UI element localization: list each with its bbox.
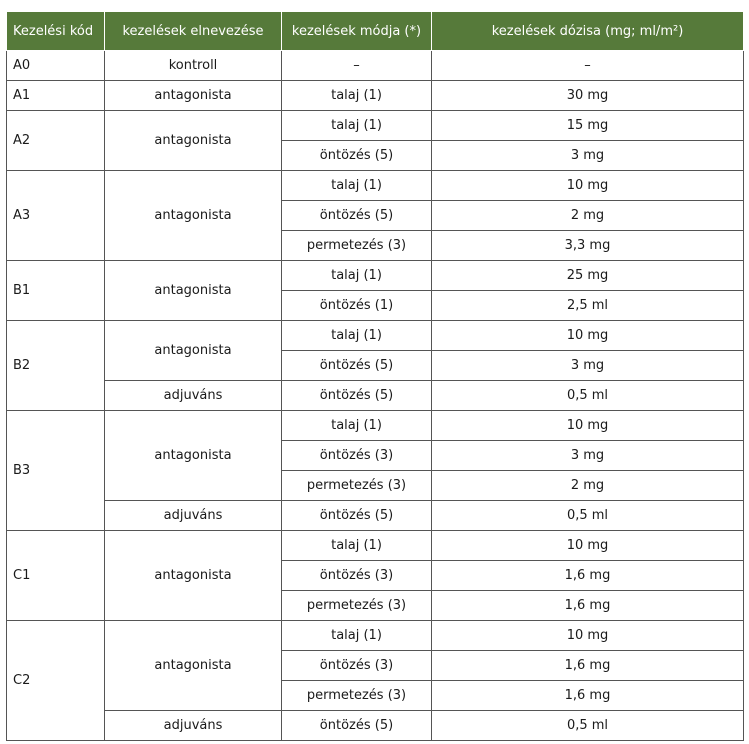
treatment-code-cell: B1 [7, 261, 105, 321]
treatment-method-cell: talaj (1) [282, 261, 432, 291]
treatment-dose-cell: 3,3 mg [432, 231, 744, 261]
header-dose: kezelések dózisa (mg; ml/m²) [432, 12, 744, 51]
header-code: Kezelési kód [7, 12, 105, 51]
treatment-method-cell: permetezés (3) [282, 231, 432, 261]
treatment-name-cell: kontroll [105, 51, 282, 81]
treatment-dose-cell: 2 mg [432, 471, 744, 501]
treatment-dose-cell: – [432, 51, 744, 81]
treatment-method-cell: talaj (1) [282, 411, 432, 441]
treatment-method-cell: öntözés (5) [282, 351, 432, 381]
table-row [7, 171, 744, 201]
table-row [7, 711, 744, 741]
treatment-name-cell: antagonista [105, 171, 282, 261]
treatment-dose-cell: 30 mg [432, 81, 744, 111]
treatment-method-cell: öntözés (5) [282, 141, 432, 171]
treatment-name-cell: adjuváns [105, 711, 282, 741]
treatment-dose-cell: 3 mg [432, 441, 744, 471]
treatment-dose-cell: 2,5 ml [432, 291, 744, 321]
treatment-method-cell: talaj (1) [282, 111, 432, 141]
table-row [7, 411, 744, 441]
treatment-dose-cell: 10 mg [432, 621, 744, 651]
table-row [7, 261, 744, 291]
treatment-dose-cell: 1,6 mg [432, 561, 744, 591]
treatment-name-cell: adjuváns [105, 501, 282, 531]
treatment-method-cell: talaj (1) [282, 531, 432, 561]
treatment-dose-cell: 25 mg [432, 261, 744, 291]
treatment-method-cell: – [282, 51, 432, 81]
treatment-dose-cell: 2 mg [432, 201, 744, 231]
treatment-method-cell: öntözés (3) [282, 561, 432, 591]
treatment-code-cell: B2 [7, 321, 105, 411]
treatment-method-cell: talaj (1) [282, 171, 432, 201]
treatment-method-cell: talaj (1) [282, 81, 432, 111]
treatment-code-cell: C2 [7, 621, 105, 741]
treatment-name-cell: antagonista [105, 321, 282, 381]
treatment-method-cell: öntözés (5) [282, 381, 432, 411]
treatment-method-cell: öntözés (3) [282, 651, 432, 681]
table-row [7, 501, 744, 531]
treatment-method-cell: öntözés (5) [282, 201, 432, 231]
treatment-name-cell: antagonista [105, 111, 282, 171]
treatment-method-cell: öntözés (5) [282, 501, 432, 531]
treatment-table [6, 11, 744, 741]
treatment-dose-cell: 1,6 mg [432, 651, 744, 681]
treatment-dose-cell: 10 mg [432, 531, 744, 561]
treatment-method-cell: talaj (1) [282, 621, 432, 651]
treatment-method-cell: permetezés (3) [282, 681, 432, 711]
treatment-method-cell: talaj (1) [282, 321, 432, 351]
treatment-dose-cell: 1,6 mg [432, 681, 744, 711]
header-name: kezelések elnevezése [105, 12, 282, 51]
treatment-name-cell: antagonista [105, 261, 282, 321]
treatment-dose-cell: 0,5 ml [432, 501, 744, 531]
treatment-code-cell: A0 [7, 51, 105, 81]
table-row [7, 51, 744, 81]
treatment-name-cell: antagonista [105, 81, 282, 111]
treatment-method-cell: permetezés (3) [282, 471, 432, 501]
treatment-method-cell: permetezés (3) [282, 591, 432, 621]
treatment-dose-cell: 3 mg [432, 351, 744, 381]
treatment-name-cell: antagonista [105, 531, 282, 621]
treatment-dose-cell: 10 mg [432, 321, 744, 351]
treatment-dose-cell: 3 mg [432, 141, 744, 171]
treatment-dose-cell: 0,5 ml [432, 711, 744, 741]
treatment-code-cell: B3 [7, 411, 105, 531]
table-row [7, 111, 744, 141]
treatment-dose-cell: 1,6 mg [432, 591, 744, 621]
table-body [7, 51, 744, 741]
treatment-method-cell: öntözés (3) [282, 441, 432, 471]
table-row [7, 621, 744, 651]
treatment-dose-cell: 0,5 ml [432, 381, 744, 411]
treatment-dose-cell: 15 mg [432, 111, 744, 141]
treatment-dose-cell: 10 mg [432, 171, 744, 201]
treatment-dose-cell: 10 mg [432, 411, 744, 441]
treatment-method-cell: öntözés (5) [282, 711, 432, 741]
treatment-code-cell: A3 [7, 171, 105, 261]
table-row [7, 531, 744, 561]
treatment-code-cell: C1 [7, 531, 105, 621]
treatment-code-cell: A1 [7, 81, 105, 111]
table-row [7, 381, 744, 411]
header-method: kezelések módja (*) [282, 12, 432, 51]
treatment-name-cell: adjuváns [105, 381, 282, 411]
table-row [7, 321, 744, 351]
table-header-row [7, 12, 744, 51]
treatment-name-cell: antagonista [105, 411, 282, 501]
table-row [7, 81, 744, 111]
treatment-name-cell: antagonista [105, 621, 282, 711]
treatment-method-cell: öntözés (1) [282, 291, 432, 321]
treatment-code-cell: A2 [7, 111, 105, 171]
